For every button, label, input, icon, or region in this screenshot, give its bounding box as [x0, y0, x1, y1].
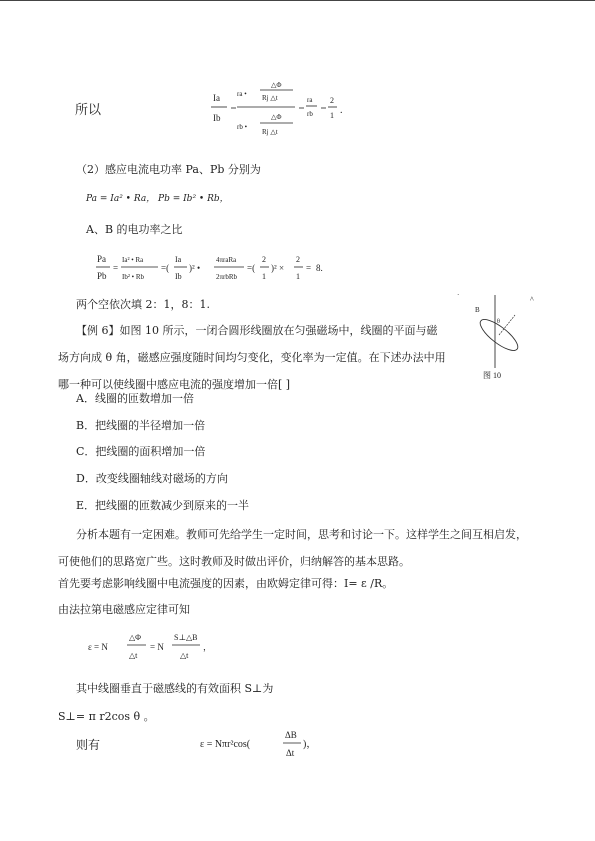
eq3-l-den: Pb	[97, 271, 107, 281]
svg-text:=(: =(	[247, 263, 256, 273]
svg-text:)² •: )² •	[189, 263, 201, 273]
equation-power: Pa = Ia² • Ra， Pb = Ib² • Rb，	[86, 194, 229, 204]
ab-ratio-label: A、B 的电功率之比	[86, 223, 183, 236]
top-border	[0, 0, 595, 1]
eq4-num2: S⊥△B	[174, 633, 198, 642]
eq1-mid-den-c: Rj △t	[262, 128, 278, 136]
eq4-num1: △Φ	[129, 633, 141, 642]
then-label: 则有	[76, 738, 101, 752]
sperp-equation: S⊥= π r2cos θ 。	[58, 710, 155, 723]
eq1-mid-num-b: △Φ	[271, 81, 282, 89]
eq3-e-den: 1	[296, 272, 300, 281]
eq3-l-num: Pa	[97, 254, 106, 264]
para-power: （2）感应电流电功率 Pa、Pb 分别为	[76, 163, 261, 176]
svg-text:=: =	[306, 263, 312, 273]
eq1-mid-num-a: ra •	[237, 90, 247, 98]
eq1-r-den: rb	[307, 110, 313, 118]
eq3-c-num: 4πraRa	[216, 256, 237, 264]
eq5-end: )，	[303, 739, 317, 750]
eq1-v-num: 2	[330, 96, 334, 105]
eq3-b-num: Ia	[175, 255, 182, 264]
eq4-end: ，	[203, 642, 213, 652]
suoyi-label: 所以	[75, 103, 102, 118]
equation-final	[200, 725, 340, 765]
figure-label-b: B	[475, 306, 480, 314]
example-6: 【例 6】如图 10 所示，一闭合圆形线圈放在匀强磁场中，线圈的平面与磁场方向成 θ 角，磁感应强度随时间均匀变化，变化率为一定值。在下述办法中用哪一种可以使线圈中感应电流的强度增加一倍[ ]	[58, 324, 446, 391]
eq1-lhs-den: Ib	[213, 113, 221, 123]
eq5-num: ΔB	[285, 730, 297, 740]
ohm-law: 首先要考虑影响线圈中电流强度的因素，由欧姆定律可得：I= ε /R。	[58, 577, 394, 590]
eq1-v-den: 1	[330, 111, 334, 120]
svg-text:=(: =(	[161, 263, 170, 273]
figure-10	[455, 290, 540, 385]
option-c: C．把线圈的面积增加一倍	[76, 445, 206, 458]
analysis: 分析本题有一定困难。教师可先给学生一定时间，思考和讨论一下。这样学生之间互相启发，可使他们的思路宽广些。这时教师及时做出评价，归纳解答的基本思路。	[58, 528, 527, 568]
svg-text:)² ×: )² ×	[271, 263, 285, 273]
svg-text:=: =	[113, 263, 119, 273]
eq4-lhs: ε = N	[88, 642, 108, 652]
option-a: A．线圈的匝数增加一倍	[76, 392, 194, 405]
eq4-den2: △t	[180, 651, 189, 660]
figure-label-theta: θ	[497, 319, 500, 325]
faraday-law: 由法拉第电磁感应定律可知	[58, 603, 190, 616]
eq3-c-den: 2πrbRb	[216, 273, 238, 281]
figure-caption: 图 10	[483, 371, 501, 380]
eq4-eqn: = N	[150, 642, 164, 652]
figure-top-left-mark: ·	[457, 291, 460, 299]
eq3-a-den: Ib² • Rb	[122, 273, 145, 281]
eq5-den: Δt	[286, 748, 295, 758]
eq3-b-den: Ib	[175, 272, 182, 281]
eq3-d-den: 1	[262, 272, 266, 281]
eq3-result: 8.	[316, 263, 323, 273]
eq1-end: .	[340, 105, 343, 116]
option-b: B．把线圈的半径增加一倍	[76, 419, 206, 432]
eq5-lhs: ε = Nπr²cos(	[200, 739, 251, 750]
equation-emf	[88, 628, 238, 666]
eq4-den1: △t	[129, 651, 138, 660]
eq1-r-num: ra	[307, 96, 313, 104]
figure-arrow-label: ^	[530, 295, 534, 304]
equation-power-ratio	[94, 248, 349, 288]
answers: 两个空依次填 2：1，8：1.	[76, 298, 210, 311]
eq1-mid-num-c: Rj △t	[262, 94, 278, 102]
eq1-mid-den-b: △Φ	[271, 113, 282, 121]
option-d: D．改变线圈轴线对磁场的方向	[76, 472, 228, 485]
sperp-text: 其中线圈垂直于磁感线的有效面积 S⊥为	[76, 682, 274, 695]
equation-current-ratio	[205, 78, 365, 148]
eq3-a-num: Ia² • Ra	[122, 256, 144, 264]
option-e: E．把线圈的匝数减少到原来的一半	[76, 499, 250, 512]
eq1-mid-den-a: rb •	[237, 123, 248, 131]
eq1-lhs-num: Ia	[213, 93, 220, 103]
eq3-e-num: 2	[296, 255, 300, 264]
eq3-d-num: 2	[262, 255, 266, 264]
